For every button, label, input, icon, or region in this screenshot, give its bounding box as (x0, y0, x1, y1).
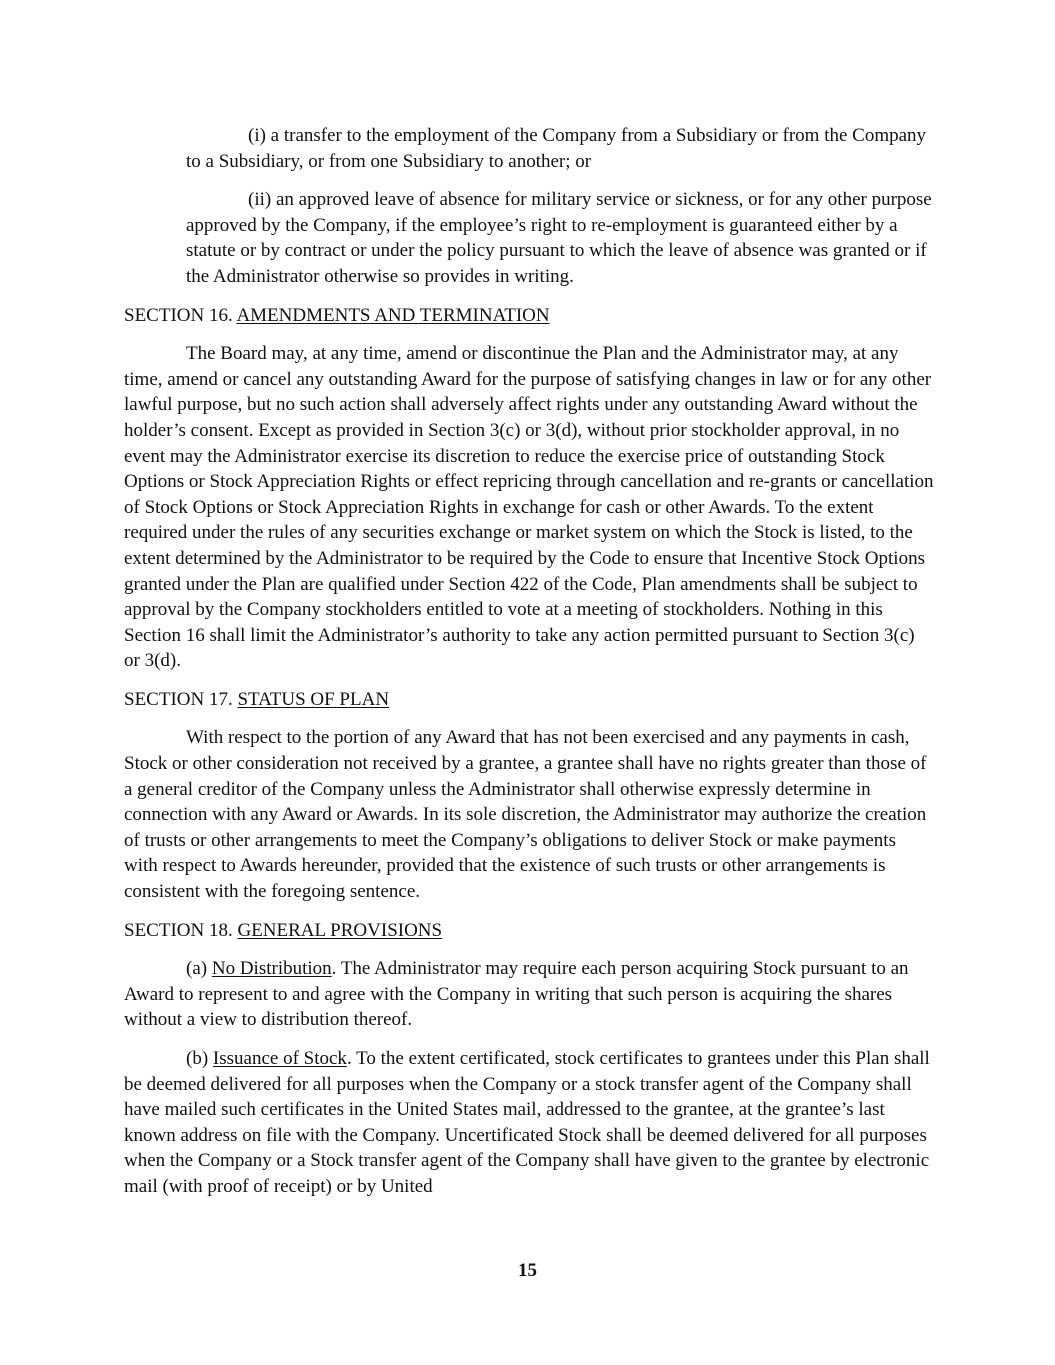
page-body (124, 123, 934, 1213)
section-18-a-title: No Distribution (211, 958, 332, 980)
page-number: 15 (518, 1260, 537, 1281)
section-16-body: The Board may, at any time, amend or discontinue the Plan and the Administrator may, at any time, amend or cancel any outstanding Award for the purpose of satisfying changes in law or for any other lawful purpose, but no such action shall adversely affect rights under any outstanding Award without the holder’s consent. Except as provided in Section 3(c) or 3(d), without prior stockholder approval, in no event may the Administrator exercise its discretion to reduce the exercise price of outstanding Stock Options or Stock Appreciation Rights or effect repricing through cancellation and re-grants or cancellation of Stock Options or Stock Appreciation Rights in exchange for cash or other Awards. To the extent required under the rules of any securities exchange or market system on which the Stock is listed, to the extent determined by the Administrator to be required by the Code to ensure that Incentive Stock Options granted under the Plan are qualified under Section 422 of the Code, Plan amendments shall be subject to approval by the Company stockholders entitled to vote at a meeting of stockholders. Nothing in this Section 16 shall limit the Administrator’s authority to take any action permitted pursuant to Section 3(c) or 3(d). (124, 343, 934, 672)
section-18-b-label: (b) (186, 1048, 209, 1069)
section-17-number: SECTION 17. (124, 688, 233, 710)
section-17-heading (124, 687, 934, 713)
section-16-title: AMENDMENTS AND TERMINATION (236, 304, 550, 326)
section-18-b-title: Issuance of Stock (212, 1048, 347, 1069)
section-17-title: STATUS OF PLAN (237, 688, 390, 710)
paragraph-item-i: (i) a transfer to the employment of the Company from a Subsidiary or from the Company to a Subsidiary, or from one Subsidiary to another; or (186, 125, 927, 172)
section-18-a-body: . The Administrator may require each person acquiring Stock pursuant to an Award to represent to and agree with the Company in writing that such person is acquiring the shares without a view to distribution thereof. (124, 958, 909, 1031)
paragraph-item-ii: (ii) an approved leave of absence for military service or sickness, or for any other purpose approved by the Company, if the employee’s right to re-employment is guaranteed either by a statute or by contract or under the policy pursuant to which the leave of absence was granted or if the Administrator otherwise so provides in writing. (186, 189, 932, 287)
section-16-number: SECTION 16. (124, 304, 233, 326)
section-18-number: SECTION 18. (124, 919, 233, 941)
section-18-heading (124, 918, 934, 944)
section-17-body: With respect to the portion of any Award that has not been exercised and any payments in cash, Stock or other consideration not received by a grantee, a grantee shall have no rights greater than those of a general creditor of the Company unless the Administrator shall otherwise expressly determine in connection with any Award or Awards. In its sole discretion, the Administrator may authorize the creation of trusts or other arrangements to meet the Company’s obligations to deliver Stock or make payments with respect to Awards hereunder, provided that the existence of such trusts or other arrangements is consistent with the foregoing sentence. (124, 727, 927, 903)
section-18-a-label: (a) (186, 958, 208, 980)
section-18-b-body: . To the extent certificated, stock certificates to grantees under this Plan shall be deemed delivered for all purposes when the Company or a stock transfer agent of the Company shall have mailed such certificates in the United States mail, addressed to the grantee, at the grantee’s last known address on file with the Company. Uncertificated Stock shall be deemed delivered for all purposes when the Company or a Stock transfer agent of the Company shall have given to the grantee by electronic mail (with proof of receipt) or by United (124, 1048, 930, 1197)
section-18-b-paragraph (124, 1046, 934, 1200)
section-18-title: GENERAL PROVISIONS (237, 919, 443, 941)
section-16-heading (124, 303, 934, 329)
section-18-a-paragraph (124, 956, 934, 1033)
